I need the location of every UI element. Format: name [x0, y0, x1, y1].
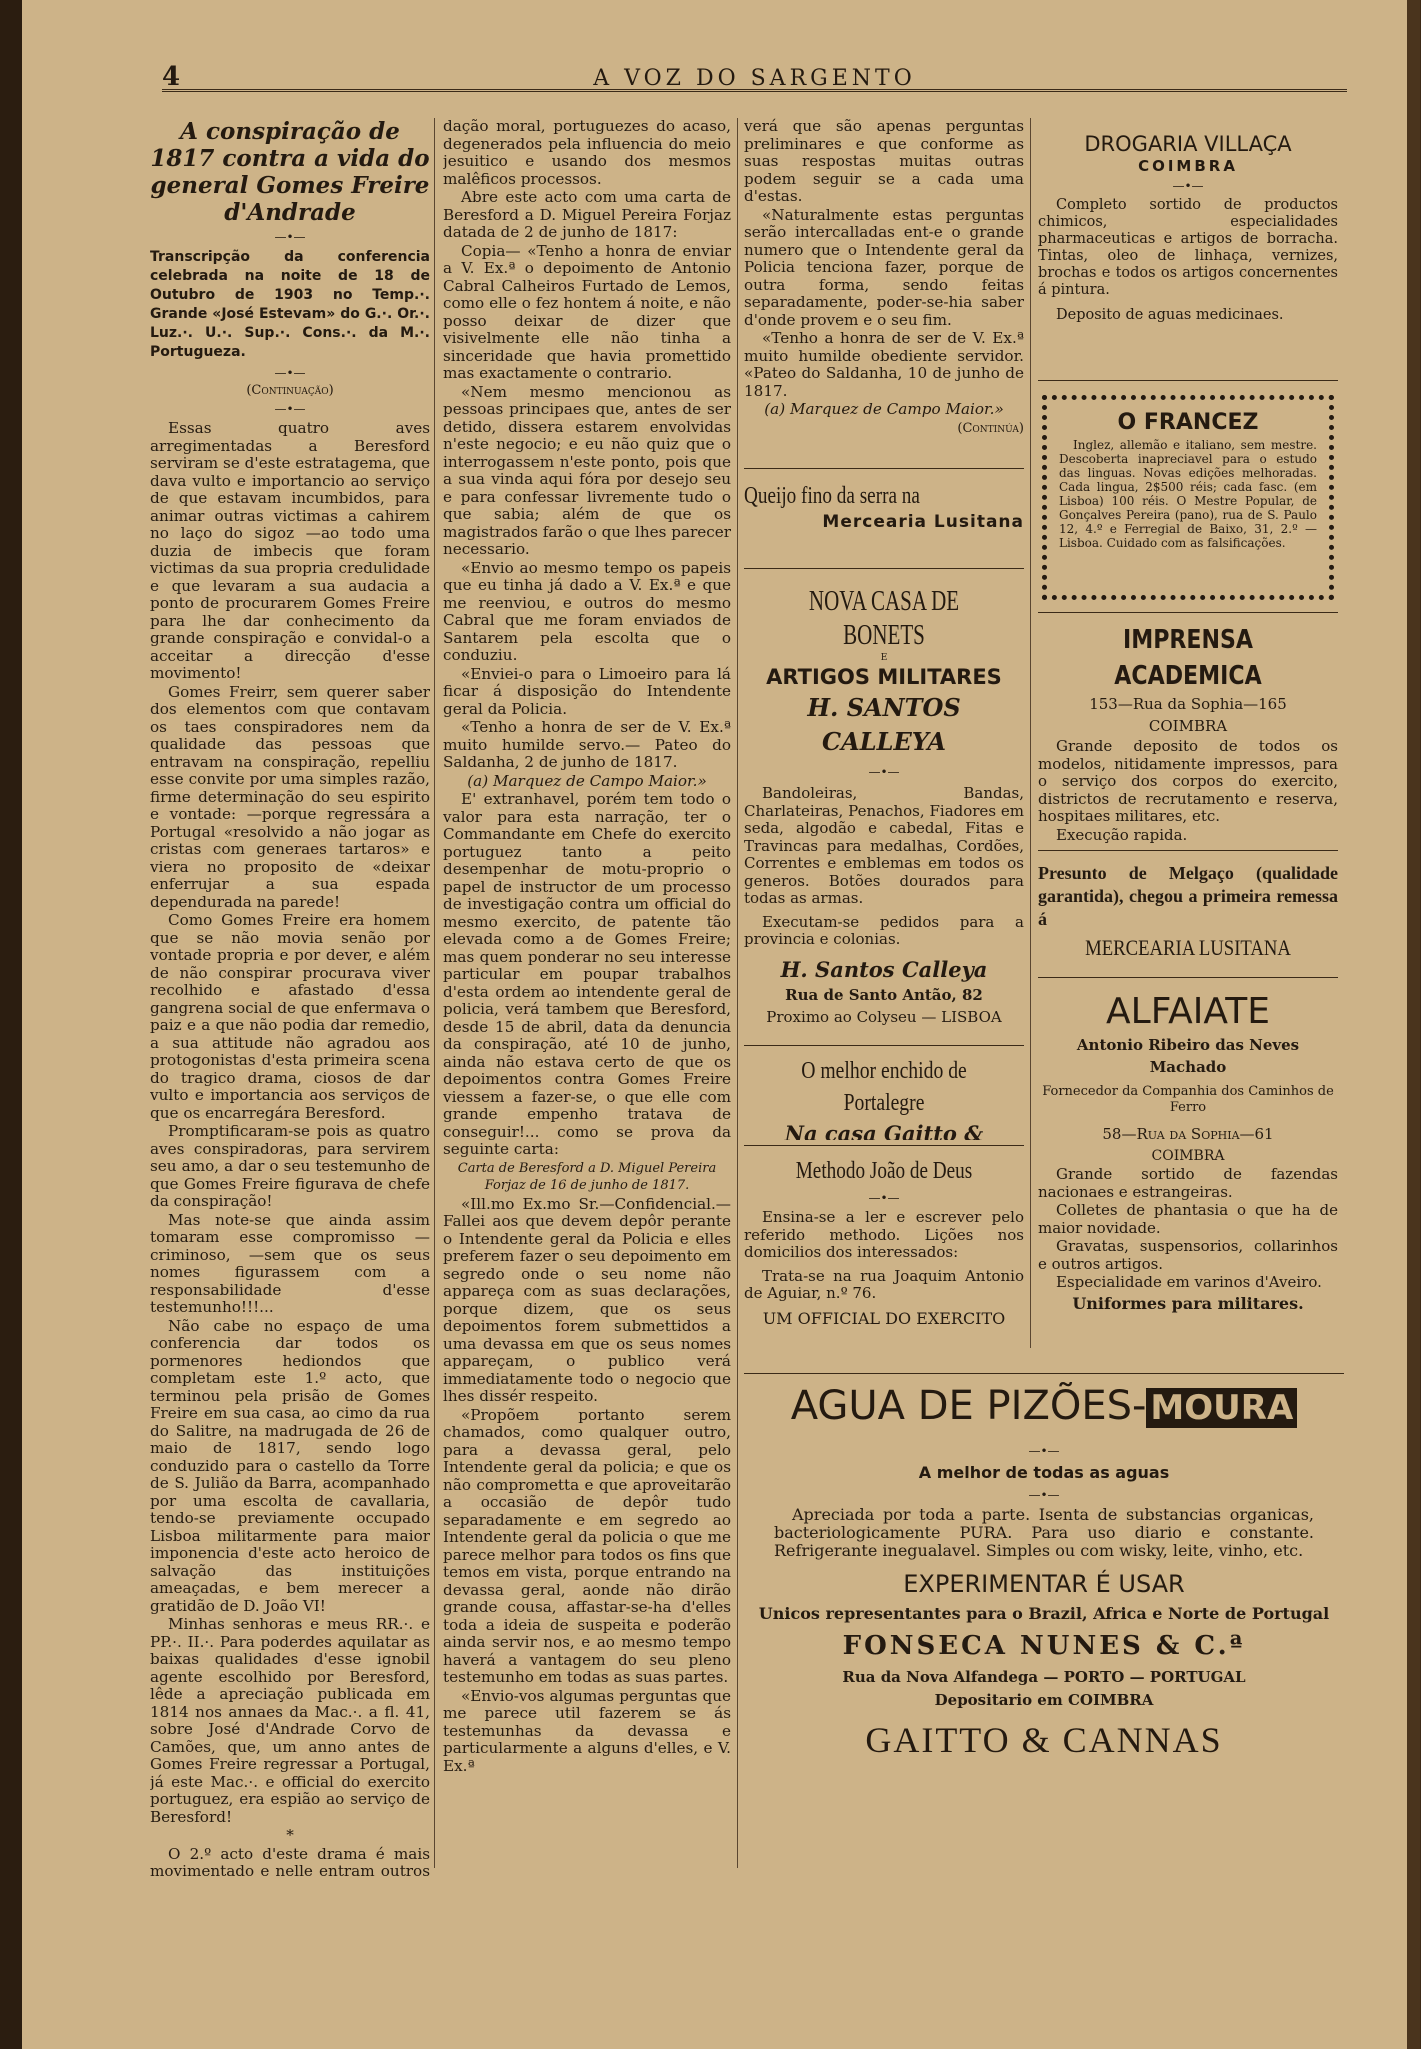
continuation-label: (Continuação): [246, 383, 334, 398]
signature: (a) Marquez de Campo Maior.»: [764, 400, 1004, 418]
ad-drogaria-body: Completo sortido de productos chimicos, especialidades pharmaceuticas e artigos de borracha. Tintas, oleo de linhaça, vernizes, brochas e todos os artigos concernentes á pintura.: [1038, 197, 1338, 298]
paragraph: «Envio-vos algumas perguntas que me parece util fazerem se ás testemunhas da devassa e particularmente a alguns d'elles, e V. Ex.ª: [443, 1686, 731, 1775]
divider: [744, 568, 1024, 571]
ad-presunto-shop: MERCEARIA LUSITANA: [1085, 935, 1291, 960]
masthead: A VOZ DO SARGENTO: [593, 66, 916, 91]
newspaper-page: [22, 0, 1420, 2049]
paragraph: «Envio ao mesmo tempo os papeis que eu tinha já dado a V. Ex.ª e que me reenviou, e outros do mesmo Cabral que me foram enviados de Santarem pela escolta que o conduziu.: [443, 558, 731, 664]
divider: [744, 1145, 1024, 1148]
ad-bonets: [744, 585, 1024, 1025]
paragraph: Copia— «Tenho a honra de enviar a V. Ex.ª o depoimento de Antonio Cabral Calheiros Furtado de Lemos, como elle o fez hontem á noite, e não posso deixar de dizer que visivelmente elle não tinha a sinceridade que havia promettido mas exactamente o contrario.: [443, 241, 731, 382]
ad-agua-rep: Unicos representantes para o Brazil, Africa e Norte de Portugal: [758, 1604, 1330, 1623]
ad-agua-brand: MOURA: [1146, 1388, 1297, 1428]
ad-methodo-sign: UM OFFICIAL DO EXERCITO: [762, 1308, 1006, 1328]
paragraph: Promptificaram-se pois as quatro aves conspiradoras, para servirem seu amo, a dar o seu testemunho de que Gomes Freire figurava de chefe da conspiração!: [150, 1122, 430, 1210]
ad-agua-tagline: A melhor de todas as aguas: [918, 1463, 1170, 1482]
ad-agua-title: AGUA DE PIZÕES-: [790, 1383, 1147, 1429]
paragraph: dação moral, portuguezes do acaso, degenerados pela influencia do meio jesuitico e usando dos mesmos malêficos processos.: [443, 118, 731, 188]
ad-francez-title: O FRANCEZ: [1117, 410, 1259, 435]
page-header: [162, 62, 1347, 92]
ad-bonets-subtitle: ARTIGOS MILITARES: [766, 665, 1002, 689]
ad-queijo-line1: Queijo fino da serra na: [744, 483, 920, 509]
ad-methodo-body: Ensina-se a ler e escrever pelo referido methodo. Lições nos domicilios dos interessados:: [744, 1208, 1024, 1261]
page-edge: [1407, 0, 1420, 2049]
paragraph: «Tenho a honra de ser de V. Ex.ª muito humilde obediente servidor. «Pateo do Saldanha, 10 de junho de 1817.: [744, 329, 1024, 400]
ornament: —•—: [868, 1191, 900, 1205]
article-column-2: [443, 118, 731, 1868]
ad-imprensa-address: 153—Rua da Sophia—165: [1089, 695, 1287, 713]
ornament: —•—: [868, 765, 900, 779]
ad-alfaiate-b3: Gravatas, suspensorios, collarinhos e outros artigos.: [1038, 1237, 1338, 1273]
page-binding: [0, 0, 22, 2049]
paragraph: verá que são apenas perguntas preliminares e que conforme as suas respostas muitas outras podem seguir se a cada uma d'estas.: [744, 118, 1024, 205]
paragraph: E' extranhavel, porém tem todo o valor para esta narração, ter o Commandante em Chefe do exercito portuguez tanto a peito desempenhar de motu-proprio o papel de instructor de um processo de investigação contra um official do mesmo exercito, de patente tão elevada como a de Gomes Freire; mas quem ponderar no seu interesse particular em poupar trabalhos d'esta ordem ao intendente geral de policia, verá tambem que Beresford, desde 15 de abril, data da denuncia da conspiração, até 10 de junho, ainda não estava certo de que os depoimentos contra Gomes Freire viessem a fazer-se, o que elle com grande empenho tratava de conseguir!... como se prova da seguinte carta:: [443, 790, 731, 1158]
paragraph: «Naturalmente estas perguntas serão intercalladas ent-e o grande numero que o Intendente geral da Policia tenciona fazer, porque de outra forma, sendo feitas separadamente, poder-se-hia saber d'onde provem e o seu fim.: [744, 205, 1024, 329]
ad-alfaiate-b5: Uniformes para militares.: [1072, 1293, 1304, 1313]
ad-drogaria-body2: Deposito de aguas medicinaes.: [1056, 307, 1284, 323]
column-rule: [1030, 118, 1031, 1348]
ad-bonets-title: NOVA CASA DE BONETS: [808, 586, 960, 651]
ad-agua-dep: Depositario em COIMBRA: [934, 1691, 1154, 1709]
asterism: *: [286, 1826, 294, 1844]
ornament: —•—: [1028, 1488, 1060, 1502]
ad-portalegre-line1: O melhor enchido de Portalegre: [801, 1058, 967, 1116]
ad-alfaiate-city: COIMBRA: [1151, 1148, 1225, 1164]
ad-bonets-e: E: [880, 653, 888, 663]
page-number: 4: [162, 62, 181, 92]
paragraph: Gomes Freirr, sem querer saber dos elementos com que contavam os taes conspiradores nem da qualidade das pessoas que entravam na conspiração, repelliu esse convite por uma simples razão, firme determinação do seu espirito e vontade: —porque regressára a Portugal «resolvido a não jogar as cristas com generaes tartaros» e viera no proposito de «deixar enferrujar a sua espada dependurada na parede!: [150, 682, 430, 911]
divider: [1038, 612, 1338, 615]
ad-presunto: [1038, 862, 1338, 972]
ad-methodo: [744, 1155, 1024, 1370]
ad-drogaria-city: COIMBRA: [1138, 157, 1238, 175]
column-rule: [737, 118, 738, 1868]
ad-imprensa: [1038, 622, 1338, 847]
ad-bonets-body: Bandoleiras, Bandas, Charlateiras, Penachos, Fiadores em seda, algodão e cabedal, Fitas e Travincas para medalhas, Cordões, Correntes e emblemas em todos os generos. Botões dourados para todas as armas.: [744, 784, 1024, 907]
paragraph: «Ill.mo Ex.mo Sr.—Confidencial.— Fallei aos que devem depôr perante o Intendente geral da Policia e elles preferem fazer o seu depoimento em segredo onde o seu nome não appareça com as suas declarações, porque dizem, que os seus depoimentos forem submettidos a uma devassa em que os seus nomes appareçam, o publico verá immediatamente todo o negocio que lhes dissér respeito.: [443, 1194, 731, 1405]
ad-imprensa-city: COIMBRA: [1148, 717, 1228, 735]
ornament: —•—: [274, 366, 306, 380]
ad-methodo-body2: Trata-se na rua Joaquim Antonio de Aguiar, n.º 76.: [744, 1266, 1024, 1302]
ornament: —•—: [1028, 1444, 1060, 1458]
divider: [744, 1045, 1024, 1048]
paragraph: «Nem mesmo mencionou as pessoas principaes que, antes de ser detido, dissera estarem envolvidas n'este negocio; e eu não quiz que o interrogassem n'este ponto, pois que a sua vinda aqui fóra por desejo seu e para confessar livremente tudo o que sabia; além de que os magistrados farão o que lhes parecer necessario.: [443, 382, 731, 558]
ad-bonets-signature: H. Santos Calleya: [780, 956, 988, 982]
signature: (a) Marquez de Campo Maior.»: [467, 771, 707, 790]
ad-queijo: [744, 480, 1024, 560]
ad-imprensa-body2: Execução rapida.: [1056, 825, 1188, 844]
ad-alfaiate: [1038, 990, 1338, 1370]
ad-bonets-name: H. SANTOS CALLEYA: [807, 693, 961, 756]
ad-agua-address: Rua da Nova Alfandega — PORTO — PORTUGAL: [842, 1668, 1246, 1686]
paragraph: Abre este acto com uma carta de Beresford a D. Miguel Pereira Forjaz datada de 2 de junho de 1817:: [443, 188, 731, 241]
ad-portalegre: [744, 1055, 1024, 1140]
article-title: A conspiração de 1817 contra a vida do general Gomes Freire d'Andrade: [150, 118, 430, 226]
paragraph: Não cabe no espaço de uma conferencia dar todos os pormenores hediondos que completam este 1.º acto, que terminou pela prisão de Gomes Freire em sua casa, ao cimo da rua do Salitre, na madrugada de 26 de maio de 1817, sendo logo conduzido para o castello da Torre de S. Julião da Barra, acompanhado por uma escolta de cavallaria, tendo-se previamente occupado Lisboa militarmente para maior imponencia d'este acto heroico de salvação das instituições ameaçadas, e bem merecer a gratidão de D. João VI!: [150, 1316, 430, 1615]
ad-alfaiate-b2: Colletes de phantasia o que ha de maior novidade.: [1038, 1201, 1338, 1237]
paragraph: Mas note-se que ainda assim tomaram esse compromisso —criminoso, —sem que os seus nomes figurassem com a responsabilidade d'esse testemunho!!!...: [150, 1210, 430, 1316]
ad-drogaria-title: DROGARIA VILLAÇA: [1084, 132, 1292, 156]
ad-methodo-title: Methodo João de Deus: [795, 1158, 973, 1184]
ad-queijo-line2: Mercearia Lusitana: [822, 512, 1024, 532]
paragraph: «Enviei-o para o Limoeiro para lá ficar á disposição do Intendente geral da Policia.: [443, 664, 731, 718]
ad-agua-footer: GAITTO & CANNAS: [865, 1720, 1223, 1760]
ad-alfaiate-address: 58—Rua da Sophia—61: [1102, 1125, 1274, 1143]
article-column-3: [744, 118, 1024, 448]
ad-agua-firm: FONSECA NUNES & C.ª: [842, 1631, 1246, 1661]
article-column-1: [150, 118, 430, 1878]
ad-agua: [744, 1380, 1344, 1880]
ad-alfaiate-name: Antonio Ribeiro das Neves Machado: [1076, 1036, 1300, 1076]
divider: [1038, 977, 1338, 980]
divider: [1038, 850, 1338, 853]
paragraph: «Propõem portanto serem chamados, como qualquer outro, para a devassa geral, pelo Intendente geral da policia; e que os não comprometta e que aproveitarão a occasião de depôr tudo separadamente e em segredo ao Intendente geral da policia o que me parece melhor para todos os fins que temos em vista, porque entrando na devassa geral, aonde não dirão grande cousa, affastar-se-ha d'elles toda a ideia de suspeita e poderão ainda servir nos, e ao mesmo tempo haverá a vantagem do seu pleno testemunho em todas as suas partes.: [443, 1405, 731, 1686]
ad-alfaiate-b4: Especialidade em varinos d'Aveiro.: [1056, 1273, 1322, 1291]
divider: [744, 468, 1024, 471]
ad-drogaria: [1038, 130, 1338, 375]
letter-heading: Carta de Beresford a D. Miguel Pereira Forjaz de 16 de junho de 1817.: [457, 1160, 717, 1193]
divider: [744, 1373, 1344, 1376]
ad-portalegre-line2: Na casa Gaitto &: [784, 1121, 984, 1140]
ad-alfaiate-body: Grande sortido de fazendas nacionaes e estrangeiras.: [1038, 1165, 1338, 1201]
ad-bonets-address: Rua de Santo Antão, 82: [785, 985, 983, 1004]
paragraph: O 2.º acto d'este drama é mais movimentado e nelle entram outros: [150, 1844, 430, 1878]
article-subtitle: Transcripção da conferencia celebrada na noite de 18 de Outubro de 1903 no Temp.·. Grande «José Estevam» do G.·. Or.·. Luz.·. U.·. Sup.·. Cons.·. da M.·. Portugueza.: [150, 249, 430, 360]
ad-francez: [1042, 395, 1334, 600]
ad-presunto-body: Presunto de Melgaço (qualidade garantida), chegou a primeira remessa á: [1038, 863, 1338, 929]
divider: [1038, 380, 1338, 383]
paragraph: «Tenho a honra de ser de V. Ex.ª muito humilde servo.— Pateo do Saldanha, 2 de junho de 1817.: [443, 718, 731, 771]
ad-agua-cta: EXPERIMENTAR É USAR: [903, 1570, 1185, 1598]
ad-imprensa-title: IMPRENSA ACADEMICA: [1114, 625, 1262, 691]
paragraph: Essas quatro aves arregimentadas a Beresford serviram se d'este estratagema, que dava vulto e importancio ao serviço de que estavam incumbidos, para animar outras victimas a cahirem no laço do sigoz —ao todo uma duzia de imbecis que foram victimas da sua propria credulidade e que levaram a sua audacia a ponto de procurarem Gomes Freire para lhe dar conhecimento da grande conspiração e convidal-o a acceitar a direcção d'esse movimento!: [150, 419, 430, 682]
ornament: —•—: [1172, 179, 1204, 193]
ornament: —•—: [274, 402, 306, 416]
ad-alfaiate-title: ALFAIATE: [1106, 991, 1270, 1032]
paragraph: Minhas senhoras e meus RR.·. e PP.·. II.·. Para poderdes aquilatar as baixas qualidades d'esse ignobil agente escolhido por Beresford, lêde a apreciação publicada em 1814 nos annaes da Mac.·. a fl. 41, sobre José d'Andrade Corvo de Camões, que, um anno antes de Gomes Freire regressar a Portugal, já este Mac.·. e official do exercito portuguez, era espião ao serviço de Beresford!: [150, 1615, 430, 1826]
ad-bonets-body2: Executam-se pedidos para a provincia e colonias.: [744, 912, 1024, 948]
ad-francez-body: Inglez, allemão e italiano, sem mestre. Descoberta inapreciavel para o estudo das linguas. Novas edições melhoradas. Cada lingua, 2$500 réis; cada fasc. (em Lisboa) 100 réis. O Mestre Popular, de Gonçalves Pereira (pano), rua de S. Paulo 12, 4.º e Ferregial de Baixo, 31, 2.º — Lisboa. Cuidado com as falsificações.: [1059, 438, 1317, 550]
ad-agua-body: Apreciada por toda a parte. Isenta de substancias organicas, bacteriologicamente PURA. Para uso diario e constante. Refrigerante inegualavel. Simples ou com wisky, leite, vinho, etc.: [774, 1505, 1314, 1560]
paragraph: Como Gomes Freire era homem que se não movia senão por vontade propria e por dever, e além de não conspirar procurava viver recolhido e afastado d'essa gangrena social de que enfermava o paiz e a que não podia dar remedio, a sua attitude não agradou aos protogonistas d'esta primeira scena do tragico drama, ciosos de dar vulto e importancia aos serviços de que os encarregára Beresford.: [150, 911, 430, 1122]
ad-alfaiate-supplier: Fornecedor da Companhia dos Caminhos de Ferro: [1042, 1084, 1334, 1115]
ad-bonets-near: Proximo ao Colyseu — LISBOA: [766, 1007, 1002, 1025]
column-rule: [434, 118, 435, 1868]
ornament: —•—: [274, 230, 306, 244]
ad-imprensa-body: Grande deposito de todos os modelos, nitidamente impressos, para o serviço dos corpos do exercito, districtos de recrutamento e reserva, hospitaes militares, etc.: [1038, 737, 1338, 825]
continue-label: (Continúa): [957, 420, 1024, 436]
